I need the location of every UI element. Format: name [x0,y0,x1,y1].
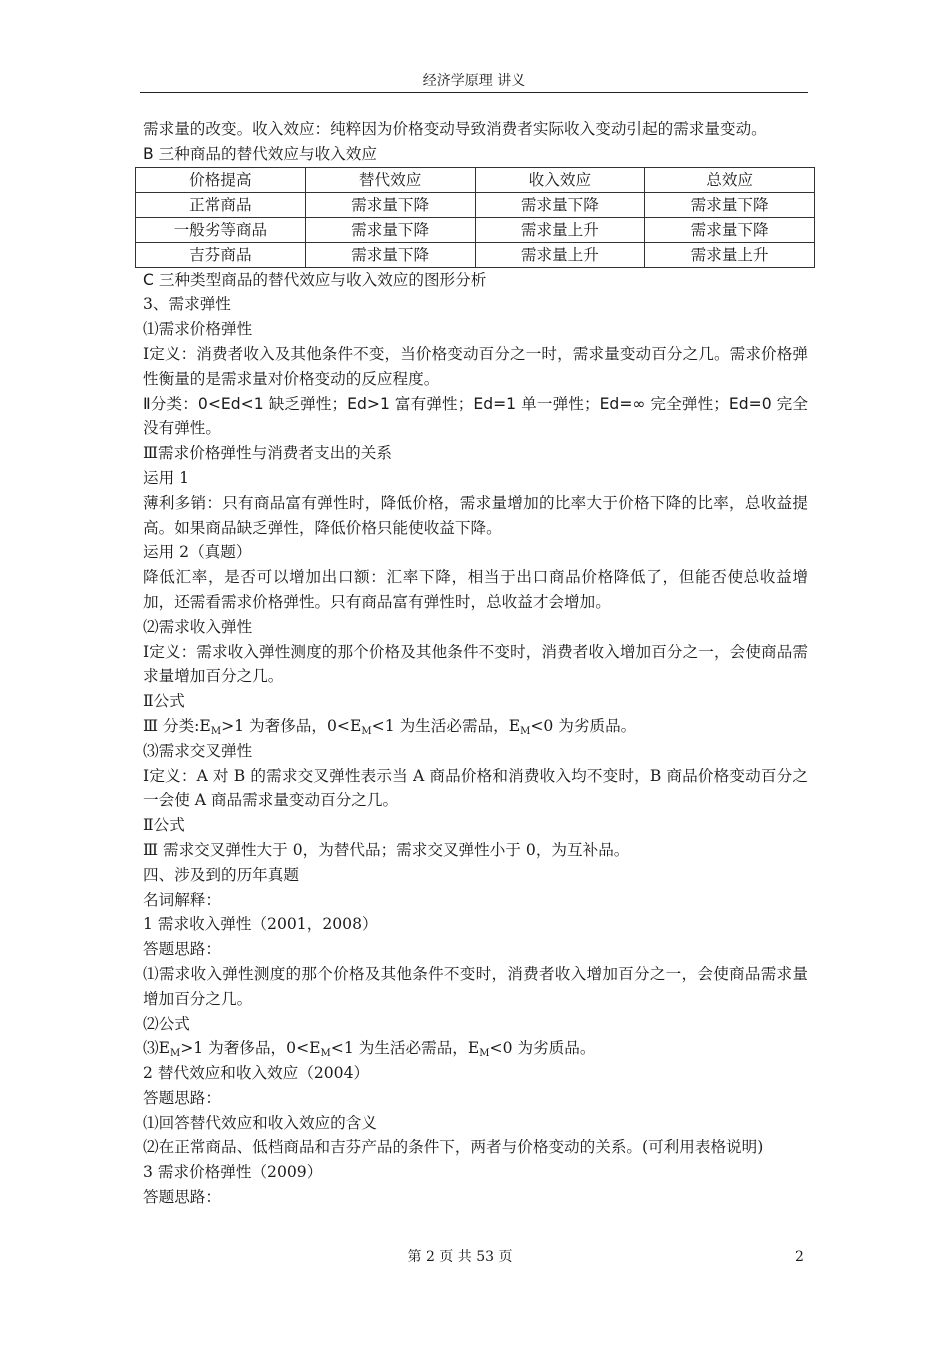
question-1-answer-2: ⑵公式 [143,1014,190,1033]
subscript-m: M [169,1048,181,1060]
text-fragment: ⑶E [143,1039,170,1058]
subscript-m: M [210,725,222,737]
section-b-title: B 三种商品的替代效应与收入效应 [143,144,377,163]
subscript-m: M [320,1048,331,1060]
page-header: 经济学原理 讲义 [422,73,526,89]
subscript-m: M [479,1048,490,1060]
text-fragment: >1 为奢侈品，0<E [221,716,362,735]
text-fragment: <0 为劣质品。 [530,716,637,735]
text-fragment: <0 为劣质品。 [489,1039,596,1058]
page-content [143,117,808,1210]
table-header-cell: 总效应 [645,167,815,192]
subscript-m: M [520,725,531,737]
page-number: 2 [795,1249,804,1265]
income-elasticity-title: ⑵需求收入弹性 [143,617,253,636]
table-cell: 需求量上升 [475,217,645,242]
effects-table [135,167,815,268]
question-1-answer-1: ⑴需求收入弹性测度的那个价格及其他条件不变时，消费者收入增加百分之一，会使商品需求量增加百分之几。 [143,964,808,1008]
table-cell: 需求量上升 [645,242,815,267]
table-header-cell: 价格提高 [136,167,306,192]
income-elasticity-definition: Ⅰ定义：需求收入弹性测度的那个价格及其他条件不变时，消费者收入增加百分之一，会使商品需求量增加百分之几。 [143,642,808,686]
approach-label: 答题思路： [143,1188,221,1207]
header-rule [140,92,808,93]
income-elasticity-classification [143,714,808,739]
table-row [136,192,815,217]
table-cell: 需求量下降 [305,242,475,267]
price-elasticity-classification: Ⅱ分类：0<Ed<1 缺乏弹性；Ed>1 富有弹性；Ed=1 单一弹性；Ed=∞ 完全弹性；Ed=0 完全没有弹性。 [143,394,808,438]
approach-label: 答题思路： [143,940,221,959]
table-cell: 一般劣等商品 [136,217,306,242]
table-cell: 正常商品 [136,192,306,217]
question-1-answer-3 [143,1036,808,1061]
table-cell: 需求量下降 [475,192,645,217]
table-row [136,242,815,267]
elasticity-title: 3、需求弹性 [143,295,231,314]
cross-elasticity-definition: Ⅰ定义：A 对 B 的需求交叉弹性表示当 A 商品价格和消费收入均不变时，B 商品价格变动百分之一会使 A 商品需求量变动百分之几。 [143,766,808,810]
table-cell: 需求量下降 [645,217,815,242]
price-elasticity-definition: Ⅰ定义：消费者收入及其他条件不变，当价格变动百分之一时，需求量变动百分之几。需求价格弹性衡量的是需求量对价格变动的反应程度。 [143,344,808,388]
cross-elasticity-formula: Ⅱ公式 [143,816,185,835]
question-1-title: 1 需求收入弹性（2001，2008） [143,915,378,934]
question-2-answer-2: ⑵在正常商品、低档商品和吉芬产品的条件下，两者与价格变动的关系。(可利用表格说明) [143,1138,764,1157]
terms-label: 名词解释： [143,890,221,909]
table-cell: 需求量上升 [475,242,645,267]
table-header-row [136,167,815,192]
cross-elasticity-title: ⑶需求交叉弹性 [143,741,253,760]
application-2-title: 运用 2（真题） [143,543,252,562]
table-cell: 需求量下降 [305,192,475,217]
table-header-cell: 替代效应 [305,167,475,192]
income-elasticity-formula: Ⅱ公式 [143,692,185,711]
table-header-cell: 收入效应 [475,167,645,192]
page-info: 第 2 页 共 53 页 [407,1249,513,1265]
question-3-title: 3 需求价格弹性（2009） [143,1163,323,1182]
table-cell: 需求量下降 [645,192,815,217]
price-elasticity-title: ⑴需求价格弹性 [143,320,253,339]
text-fragment: <1 为生活必需品，E [371,716,521,735]
application-1-text: 薄利多销：只有商品富有弹性时，降低价格，需求量增加的比率大于价格下降的比率，总收益提高。如果商品缺乏弹性，降低价格只能使收益下降。 [143,493,808,537]
section-c-title: C 三种类型商品的替代效应与收入效应的图形分析 [143,270,487,289]
text-fragment: <1 为生活必需品，E [330,1039,480,1058]
table-cell: 吉芬商品 [136,242,306,267]
subscript-m: M [361,725,372,737]
cross-elasticity-classification: Ⅲ 需求交叉弹性大于 0，为替代品；需求交叉弹性小于 0，为互补品。 [143,840,630,859]
table-row [136,217,815,242]
approach-label: 答题思路： [143,1088,221,1107]
question-2-answer-1: ⑴回答替代效应和收入效应的含义 [143,1113,377,1132]
text-fragment: >1 为奢侈品，0<E [180,1039,321,1058]
application-2-text: 降低汇率，是否可以增加出口额：汇率下降，相当于出口商品价格降低了，但能否使总收益增加，还需看需求价格弹性。只有商品富有弹性时，总收益才会增加。 [143,568,808,611]
intro-paragraph: 需求量的改变。收入效应：纯粹因为价格变动导致消费者实际收入变动引起的需求量变动。 [143,120,767,138]
question-2-title: 2 替代效应和收入效应（2004） [143,1064,370,1083]
application-1-title: 运用 1 [143,468,190,487]
table-cell: 需求量下降 [305,217,475,242]
exam-title: 四、涉及到的历年真题 [143,865,299,884]
price-elasticity-relation: Ⅲ需求价格弹性与消费者支出的关系 [143,444,392,463]
text-fragment: Ⅲ 分类:E [143,716,211,735]
